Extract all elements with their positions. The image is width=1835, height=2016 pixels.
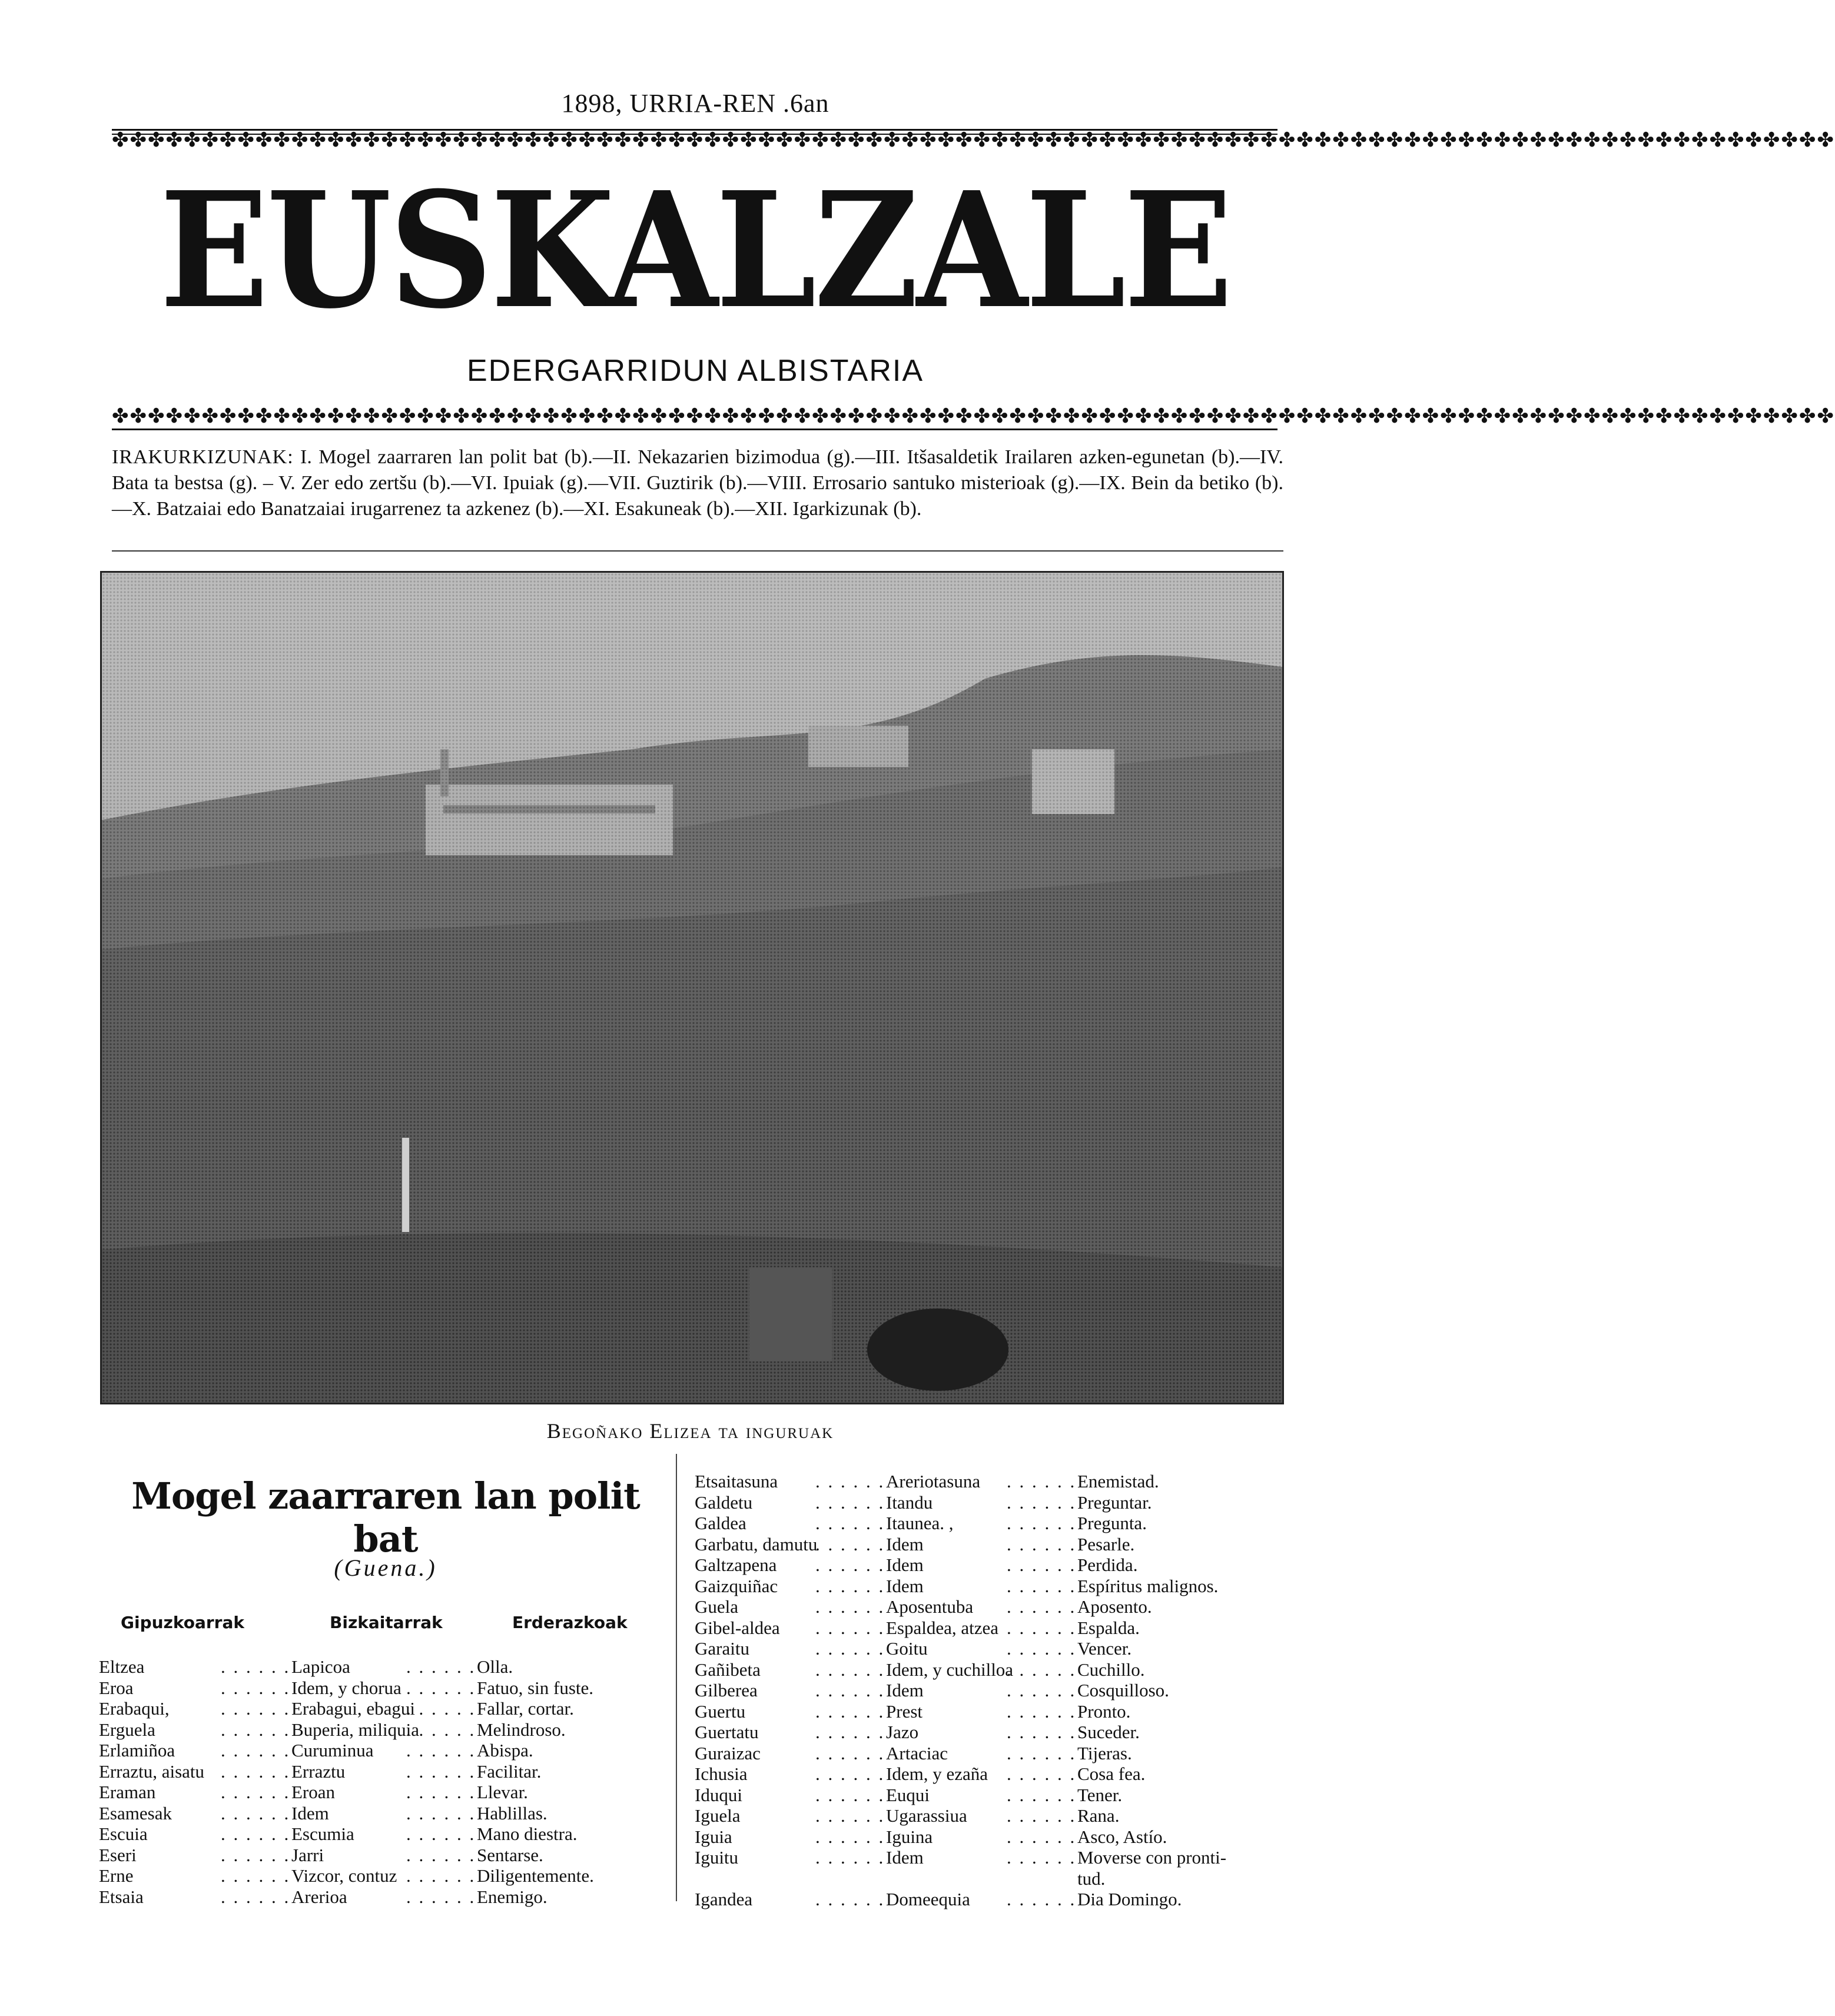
spanish-cell: Hablillas. — [477, 1802, 547, 1824]
bizkaian-cell: Erraztu — [291, 1761, 346, 1782]
term-cell: Guela — [695, 1596, 739, 1617]
masthead-title: EUSKALZALE — [160, 157, 1231, 344]
leader-dots: . . . . . . — [815, 1826, 885, 1847]
leader-dots: . . . . . . — [406, 1740, 476, 1761]
leader-dots: . . . . . . — [815, 1555, 885, 1575]
leader-dots: . . . . . . — [1007, 1889, 1077, 1909]
term-cell: Ichusia — [695, 1763, 748, 1784]
bizkaian-cell: Curuminua — [291, 1740, 374, 1761]
leader-dots: . . . . . . — [815, 1763, 885, 1784]
bizkaian-cell: Jazo — [886, 1722, 919, 1742]
leader-dots: . . . . . . — [1007, 1763, 1077, 1784]
divider — [112, 550, 1283, 552]
bizkaian-cell: Aposentuba — [886, 1596, 974, 1617]
leader-dots: . . . . . . — [221, 1656, 291, 1677]
bizkaian-cell: Buperia, miliquia — [291, 1719, 419, 1740]
leader-dots: . . . . . . — [1007, 1555, 1077, 1575]
leader-dots: . . . . . . — [221, 1719, 291, 1740]
spanish-cell: Mano diestra. — [477, 1824, 578, 1844]
leader-dots: . . . . . . — [1007, 1722, 1077, 1742]
leader-dots: . . . . . . — [815, 1722, 885, 1742]
leader-dots: . . . . . . — [815, 1617, 885, 1638]
leader-dots: . . . . . . — [406, 1761, 476, 1782]
bizkaian-cell: Itandu — [886, 1492, 933, 1513]
term-cell: Gibel-aldea — [695, 1617, 780, 1638]
spanish-cell: Facilitar. — [477, 1761, 542, 1782]
term-cell: Erguela — [99, 1719, 155, 1740]
term-cell: Guertu — [695, 1701, 746, 1722]
leader-dots: . . . . . . — [1007, 1659, 1077, 1680]
spanish-cell: Fallar, cortar. — [477, 1698, 574, 1719]
masthead-subtitle: EDERGARRIDUN ALBISTARIA — [466, 354, 924, 388]
bizkaian-cell: Idem — [886, 1575, 924, 1596]
term-cell: Etsaia — [99, 1886, 144, 1907]
bizkaian-cell: Prest — [886, 1701, 923, 1722]
spanish-cell: Abispa. — [477, 1740, 533, 1761]
column-header-bizkaitarrak: Bizkaitarrak — [330, 1613, 443, 1632]
bizkaian-cell: Espaldea, atzea — [886, 1617, 999, 1638]
leader-dots: . . . . . . — [221, 1886, 291, 1907]
leader-dots: . . . . . . — [406, 1824, 476, 1844]
bizkaian-cell: Areriotasuna — [886, 1471, 981, 1492]
bizkaian-cell: Escumia — [291, 1824, 354, 1844]
term-cell: Galdetu — [695, 1492, 753, 1513]
spanish-cell: tud. — [1077, 1868, 1106, 1889]
spanish-cell: Espíritus malignos. — [1077, 1575, 1219, 1596]
leader-dots: . . . . . . — [1007, 1742, 1077, 1763]
spanish-cell: Perdida. — [1077, 1555, 1138, 1575]
leader-dots: . . . . . . — [1007, 1596, 1077, 1617]
term-cell: Erne — [99, 1865, 134, 1886]
spanish-cell: Melindroso. — [477, 1719, 566, 1740]
leader-dots: . . . . . . — [221, 1865, 291, 1886]
term-cell: Etsaitasuna — [695, 1471, 778, 1492]
leader-dots: . . . . . . — [221, 1761, 291, 1782]
leader-dots: . . . . . . — [406, 1698, 476, 1719]
spanish-cell: Pesarle. — [1077, 1533, 1135, 1555]
column-header-gipuzkoarrak: Gipuzkoarrak — [121, 1613, 244, 1632]
spanish-cell: Preguntar. — [1077, 1492, 1152, 1513]
contents-label: IRAKURKIZUNAK: — [112, 446, 294, 468]
table-of-contents — [112, 444, 1283, 522]
term-cell: Guertatu — [695, 1722, 759, 1742]
leader-dots: . . . . . . — [406, 1677, 476, 1698]
spanish-cell: Pronto. — [1077, 1701, 1131, 1722]
bizkaian-cell: Jarri — [291, 1844, 324, 1865]
spanish-cell: Fatuo, sin fuste. — [477, 1677, 594, 1698]
term-cell: Eseri — [99, 1844, 137, 1865]
bizkaian-cell: Iguina — [886, 1826, 933, 1847]
bizkaian-cell: Domeequia — [886, 1889, 970, 1909]
spanish-cell: Asco, Astío. — [1077, 1826, 1167, 1847]
spanish-cell: Cosa fea. — [1077, 1763, 1146, 1784]
leader-dots: . . . . . . — [406, 1782, 476, 1802]
leader-dots: . . . . . . — [1007, 1638, 1077, 1659]
leader-dots: . . . . . . — [1007, 1492, 1077, 1513]
leader-dots: . . . . . . — [406, 1802, 476, 1824]
bizkaian-cell: Idem, y ezaña — [886, 1763, 988, 1784]
bizkaian-cell: Idem — [886, 1680, 924, 1701]
leader-dots: . . . . . . — [1007, 1701, 1077, 1722]
bizkaian-cell: Idem — [886, 1533, 924, 1555]
leader-dots: . . . . . . — [815, 1784, 885, 1805]
term-cell: Erraztu, aisatu — [99, 1761, 205, 1782]
leader-dots: . . . . . . — [815, 1492, 885, 1513]
leader-dots: . . . . . . — [221, 1844, 291, 1865]
term-cell: Garbatu, damutu — [695, 1533, 818, 1555]
leader-dots: . . . . . . — [815, 1513, 885, 1533]
leader-dots: . . . . . . — [406, 1844, 476, 1865]
leader-dots: . . . . . . — [815, 1680, 885, 1701]
term-cell: Guraizac — [695, 1742, 761, 1763]
spanish-cell: Espalda. — [1077, 1617, 1140, 1638]
spanish-cell: Suceder. — [1077, 1722, 1140, 1742]
leader-dots: . . . . . . — [815, 1742, 885, 1763]
leader-dots: . . . . . . — [221, 1802, 291, 1824]
leader-dots: . . . . . . — [406, 1865, 476, 1886]
term-cell: Galdea — [695, 1513, 746, 1533]
contents-text: I. Mogel zaarraren lan polit bat (b).—II. Nekazarien bizimodua (g).—III. Itšasaldetik Irailaren azken-egunetan (b).—IV. Bata ta bestsa (g). – V. Zer edo zertšu (b).—VI. Ipuiak (g).—VII. Guztirik (b).—VIII. Errosario santuko misterioak (g).—IX. Bein da betiko (b).—X. Batzaiai edo Banatzaiai irugarrenez ta azkenez (b).—XI. Esakuneak (b).—XII. Igarkizunak (b). — [112, 446, 1283, 520]
ornamental-rule-bottom: ✤✤✤✤✤✤✤✤✤✤✤✤✤✤✤✤✤✤✤✤✤✤✤✤✤✤✤✤✤✤✤✤✤✤✤✤✤✤✤✤✤✤✤✤✤✤✤✤✤✤✤✤✤✤✤✤✤✤✤✤✤✤✤✤✤✤✤✤✤✤✤✤✤✤✤✤✤✤✤✤✤✤✤✤✤✤✤✤✤✤✤✤✤✤✤✤ — [112, 406, 1277, 433]
leader-dots: . . . . . . — [1007, 1805, 1077, 1826]
spanish-cell: Sentarse. — [477, 1844, 543, 1865]
term-cell: Iguia — [695, 1826, 732, 1847]
bizkaian-cell: Goitu — [886, 1638, 928, 1659]
leader-dots: . . . . . . — [815, 1805, 885, 1826]
bizkaian-cell: Idem — [886, 1555, 924, 1575]
column-divider — [676, 1454, 677, 1901]
bizkaian-cell: Erabagui, ebagui — [291, 1698, 416, 1719]
spanish-cell: Enemigo. — [477, 1886, 547, 1907]
term-cell: Garaitu — [695, 1638, 749, 1659]
bizkaian-cell: Ugarassiua — [886, 1805, 967, 1826]
term-cell: Esamesak — [99, 1802, 172, 1824]
bizkaian-cell: Arerioa — [291, 1886, 347, 1907]
leader-dots: . . . . . . — [1007, 1533, 1077, 1555]
leader-dots: . . . . . . — [815, 1533, 885, 1555]
leader-dots: . . . . . . — [815, 1575, 885, 1596]
term-cell: Galtzapena — [695, 1555, 777, 1575]
bizkaian-cell: Artaciac — [886, 1742, 948, 1763]
bizkaian-cell: Eroan — [291, 1782, 336, 1802]
bizkaian-cell: Lapicoa — [291, 1656, 350, 1677]
leader-dots: . . . . . . — [406, 1719, 476, 1740]
bizkaian-cell: Euqui — [886, 1784, 930, 1805]
leader-dots: . . . . . . — [1007, 1513, 1077, 1533]
leader-dots: . . . . . . — [221, 1698, 291, 1719]
leader-dots: . . . . . . — [221, 1740, 291, 1761]
leader-dots: . . . . . . — [815, 1659, 885, 1680]
spanish-cell: Pregunta. — [1077, 1513, 1147, 1533]
bizkaian-cell: Idem — [886, 1847, 924, 1868]
leader-dots: . . . . . . — [1007, 1471, 1077, 1492]
leader-dots: . . . . . . — [815, 1471, 885, 1492]
term-cell: Eraman — [99, 1782, 156, 1802]
leader-dots: . . . . . . — [221, 1782, 291, 1802]
term-cell: Iguitu — [695, 1847, 739, 1868]
term-cell: Gilberea — [695, 1680, 758, 1701]
spanish-cell: Diligentemente. — [477, 1865, 594, 1886]
leader-dots: . . . . . . — [406, 1886, 476, 1907]
spanish-cell: Llevar. — [477, 1782, 528, 1802]
leader-dots: . . . . . . — [221, 1677, 291, 1698]
leader-dots: . . . . . . — [1007, 1575, 1077, 1596]
term-cell: Iguela — [695, 1805, 741, 1826]
term-cell: Escuia — [99, 1824, 148, 1844]
spanish-cell: Enemistad. — [1077, 1471, 1159, 1492]
bizkaian-cell: Vizcor, contuz — [291, 1865, 397, 1886]
term-cell: Gaizquiñac — [695, 1575, 778, 1596]
leader-dots: . . . . . . — [221, 1824, 291, 1844]
term-cell: Erabaqui, — [99, 1698, 170, 1719]
leader-dots: . . . . . . — [1007, 1617, 1077, 1638]
leader-dots: . . . . . . — [815, 1847, 885, 1868]
leader-dots: . . . . . . — [815, 1889, 885, 1909]
leader-dots: . . . . . . — [815, 1638, 885, 1659]
issue-date: 1898, URRIA-REN .6an — [561, 89, 829, 118]
spanish-cell: Rana. — [1077, 1805, 1120, 1826]
ornamental-rule-top: ✤✤✤✤✤✤✤✤✤✤✤✤✤✤✤✤✤✤✤✤✤✤✤✤✤✤✤✤✤✤✤✤✤✤✤✤✤✤✤✤✤✤✤✤✤✤✤✤✤✤✤✤✤✤✤✤✤✤✤✤✤✤✤✤✤✤✤✤✤✤✤✤✤✤✤✤✤✤✤✤✤✤✤✤✤✤✤✤✤✤✤✤✤✤✤✤ — [112, 129, 1835, 151]
spanish-cell: Aposento. — [1077, 1596, 1152, 1617]
leader-dots: . . . . . . — [1007, 1847, 1077, 1868]
leader-dots: . . . . . . — [1007, 1826, 1077, 1847]
bizkaian-cell: Idem — [291, 1802, 329, 1824]
spanish-cell: Dia Domingo. — [1077, 1889, 1182, 1909]
bizkaian-cell: Idem, y chorua — [291, 1677, 401, 1698]
article-subtitle: (Guena.) — [334, 1555, 437, 1581]
term-cell: Gañibeta — [695, 1659, 761, 1680]
spanish-cell: Cosquilloso. — [1077, 1680, 1169, 1701]
term-cell: Iduqui — [695, 1784, 742, 1805]
spanish-cell: Moverse con pronti- — [1077, 1847, 1227, 1868]
spanish-cell: Vencer. — [1077, 1638, 1132, 1659]
landscape-photo — [100, 571, 1284, 1404]
column-header-erderazkoak: Erderazkoak — [512, 1613, 628, 1632]
leader-dots: . . . . . . — [1007, 1680, 1077, 1701]
spanish-cell: Olla. — [477, 1656, 513, 1677]
leader-dots: . . . . . . — [1007, 1784, 1077, 1805]
term-cell: Eroa — [99, 1677, 134, 1698]
term-cell: Igandea — [695, 1889, 753, 1909]
spanish-cell: Tener. — [1077, 1784, 1123, 1805]
spanish-cell: Tijeras. — [1077, 1742, 1132, 1763]
bizkaian-cell: Idem, y cuchilloa — [886, 1659, 1014, 1680]
term-cell: Eltzea — [99, 1656, 145, 1677]
term-cell: Erlamiñoa — [99, 1740, 175, 1761]
bizkaian-cell: Itaunea. , — [886, 1513, 954, 1533]
leader-dots: . . . . . . — [815, 1701, 885, 1722]
photo-caption: Begoñako Elizea ta inguruak — [546, 1419, 834, 1443]
article-title: Mogel zaarraren lan polit bat — [131, 1474, 640, 1560]
leader-dots: . . . . . . — [406, 1656, 476, 1677]
spanish-cell: Cuchillo. — [1077, 1659, 1145, 1680]
leader-dots: . . . . . . — [815, 1596, 885, 1617]
